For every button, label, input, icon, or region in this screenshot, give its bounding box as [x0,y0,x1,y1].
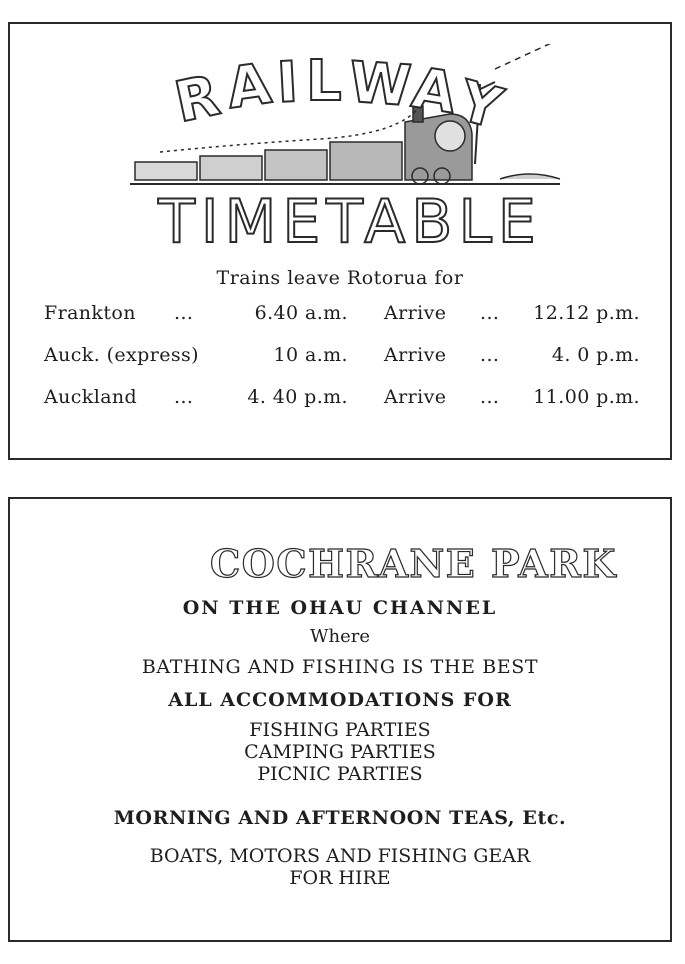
logo-letter: L [306,49,342,114]
arrival-time: 12.12 p.m. [533,302,640,324]
destination: Auckland [44,386,138,408]
arrival-time: 11.00 p.m. [533,386,640,408]
leader-dots: ... [480,302,500,324]
railway-timetable-logo [120,44,580,244]
arrival-time: 4. 0 p.m. [551,344,640,366]
list-item: FISHING PARTIES [249,719,431,741]
hire-line: BOATS, MOTORS AND FISHING GEAR [149,845,531,867]
arrive-label: Arrive [384,302,447,324]
timetable-subheading: Trains leave Rotorua for [216,267,464,289]
hire-notice [10,845,670,889]
logo-letter: A [407,55,461,127]
timetable-row [10,302,670,328]
party-list [10,719,670,785]
timetable-row [10,344,670,370]
park-tagline: BATHING AND FISHING IS THE BEST [141,656,539,678]
logo-letter: R [169,63,226,136]
cochrane-park-ad [8,497,672,942]
teas-line: MORNING AND AFTERNOON TEAS, Etc. [113,807,567,829]
destination: Auck. (express) [44,344,199,366]
leader-dots: ... [480,344,500,366]
park-location: ON THE OHAU CHANNEL [182,597,498,619]
arrive-label: Arrive [384,386,447,408]
logo-letter: I [275,49,300,116]
departure-time: 10 a.m. [273,344,348,366]
list-item: CAMPING PARTIES [244,741,436,763]
logo-letter: Y [452,68,509,143]
railway-word [169,49,509,142]
departure-time: 4. 40 p.m. [247,386,348,408]
railway-timetable-ad [8,22,672,460]
logo-letter: W [347,50,414,120]
timetable-row [10,386,670,412]
leader-dots: ... [174,386,194,408]
accommodations-heading: ALL ACCOMMODATIONS FOR [168,689,512,711]
destination: Frankton [44,302,136,324]
park-title: COCHRANE PARK [210,541,617,586]
where-text: Where [309,626,370,647]
hire-line: FOR HIRE [289,867,391,889]
leader-dots: ... [174,302,194,324]
leader-dots: ... [480,386,500,408]
timetable-word: TIMETABLE [158,187,542,244]
departure-time: 6.40 a.m. [254,302,348,324]
list-item: PICNIC PARTIES [257,763,423,785]
logo-letter: A [222,51,275,122]
arrive-label: Arrive [384,344,447,366]
